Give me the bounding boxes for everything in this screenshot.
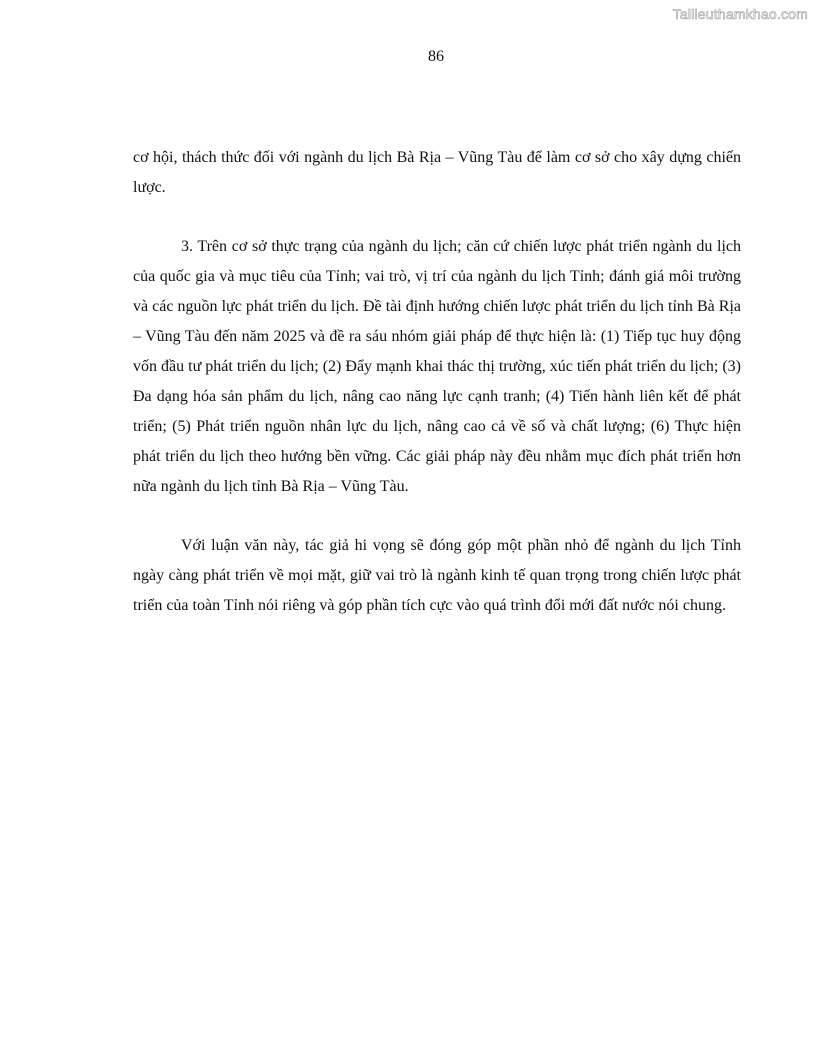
paragraph-closing: Với luận văn này, tác giả hi vọng sẽ đóng góp một phần nhỏ để ngành du lịch Tỉnh ngày càng phát triển về mọi mặt, giữ vai trò là ngành kinh tế quan trọng trong chiến lược phát triển của toàn Tỉnh nói riêng và góp phần tích cực vào quá trình đổi mới đất nước nói chung. [133,537,741,614]
document-body [133,143,741,650]
page-number: 86 [428,48,444,65]
paragraph-conclusion-3: 3. Trên cơ sở thực trạng của ngành du lịch; căn cứ chiến lược phát triển ngành du lịch của quốc gia và mục tiêu của Tỉnh; vai trò, vị trí của ngành du lịch Tỉnh; đánh giá môi trường và các nguồn lực phát triển du lịch. Đề tài định hướng chiến lược phát triển du lịch tỉnh Bà Rịa – Vũng Tàu đến năm 2025 và đề ra sáu nhóm giải pháp để thực hiện là: (1) Tiếp tục huy động vốn đầu tư phát triển du lịch; (2) Đẩy mạnh khai thác thị trường, xúc tiến phát triển du lịch; (3) Đa dạng hóa sản phẩm du lịch, nâng cao năng lực cạnh tranh; (4) Tiến hành liên kết để phát triển; (5) Phát triển nguồn nhân lực du lịch, nâng cao cả về số và chất lượng; (6) Thực hiện phát triển du lịch theo hướng bền vững. Các giải pháp này đều nhằm mục đích phát triển hơn nữa ngành du lịch tỉnh Bà Rịa – Vũng Tàu. [133,238,741,495]
paragraph-continuation: cơ hội, thách thức đối với ngành du lịch Bà Rịa – Vũng Tàu để làm cơ sở cho xây dựng chiến lược. [133,149,741,196]
watermark: Tailieuthamkhao.com [672,6,808,22]
